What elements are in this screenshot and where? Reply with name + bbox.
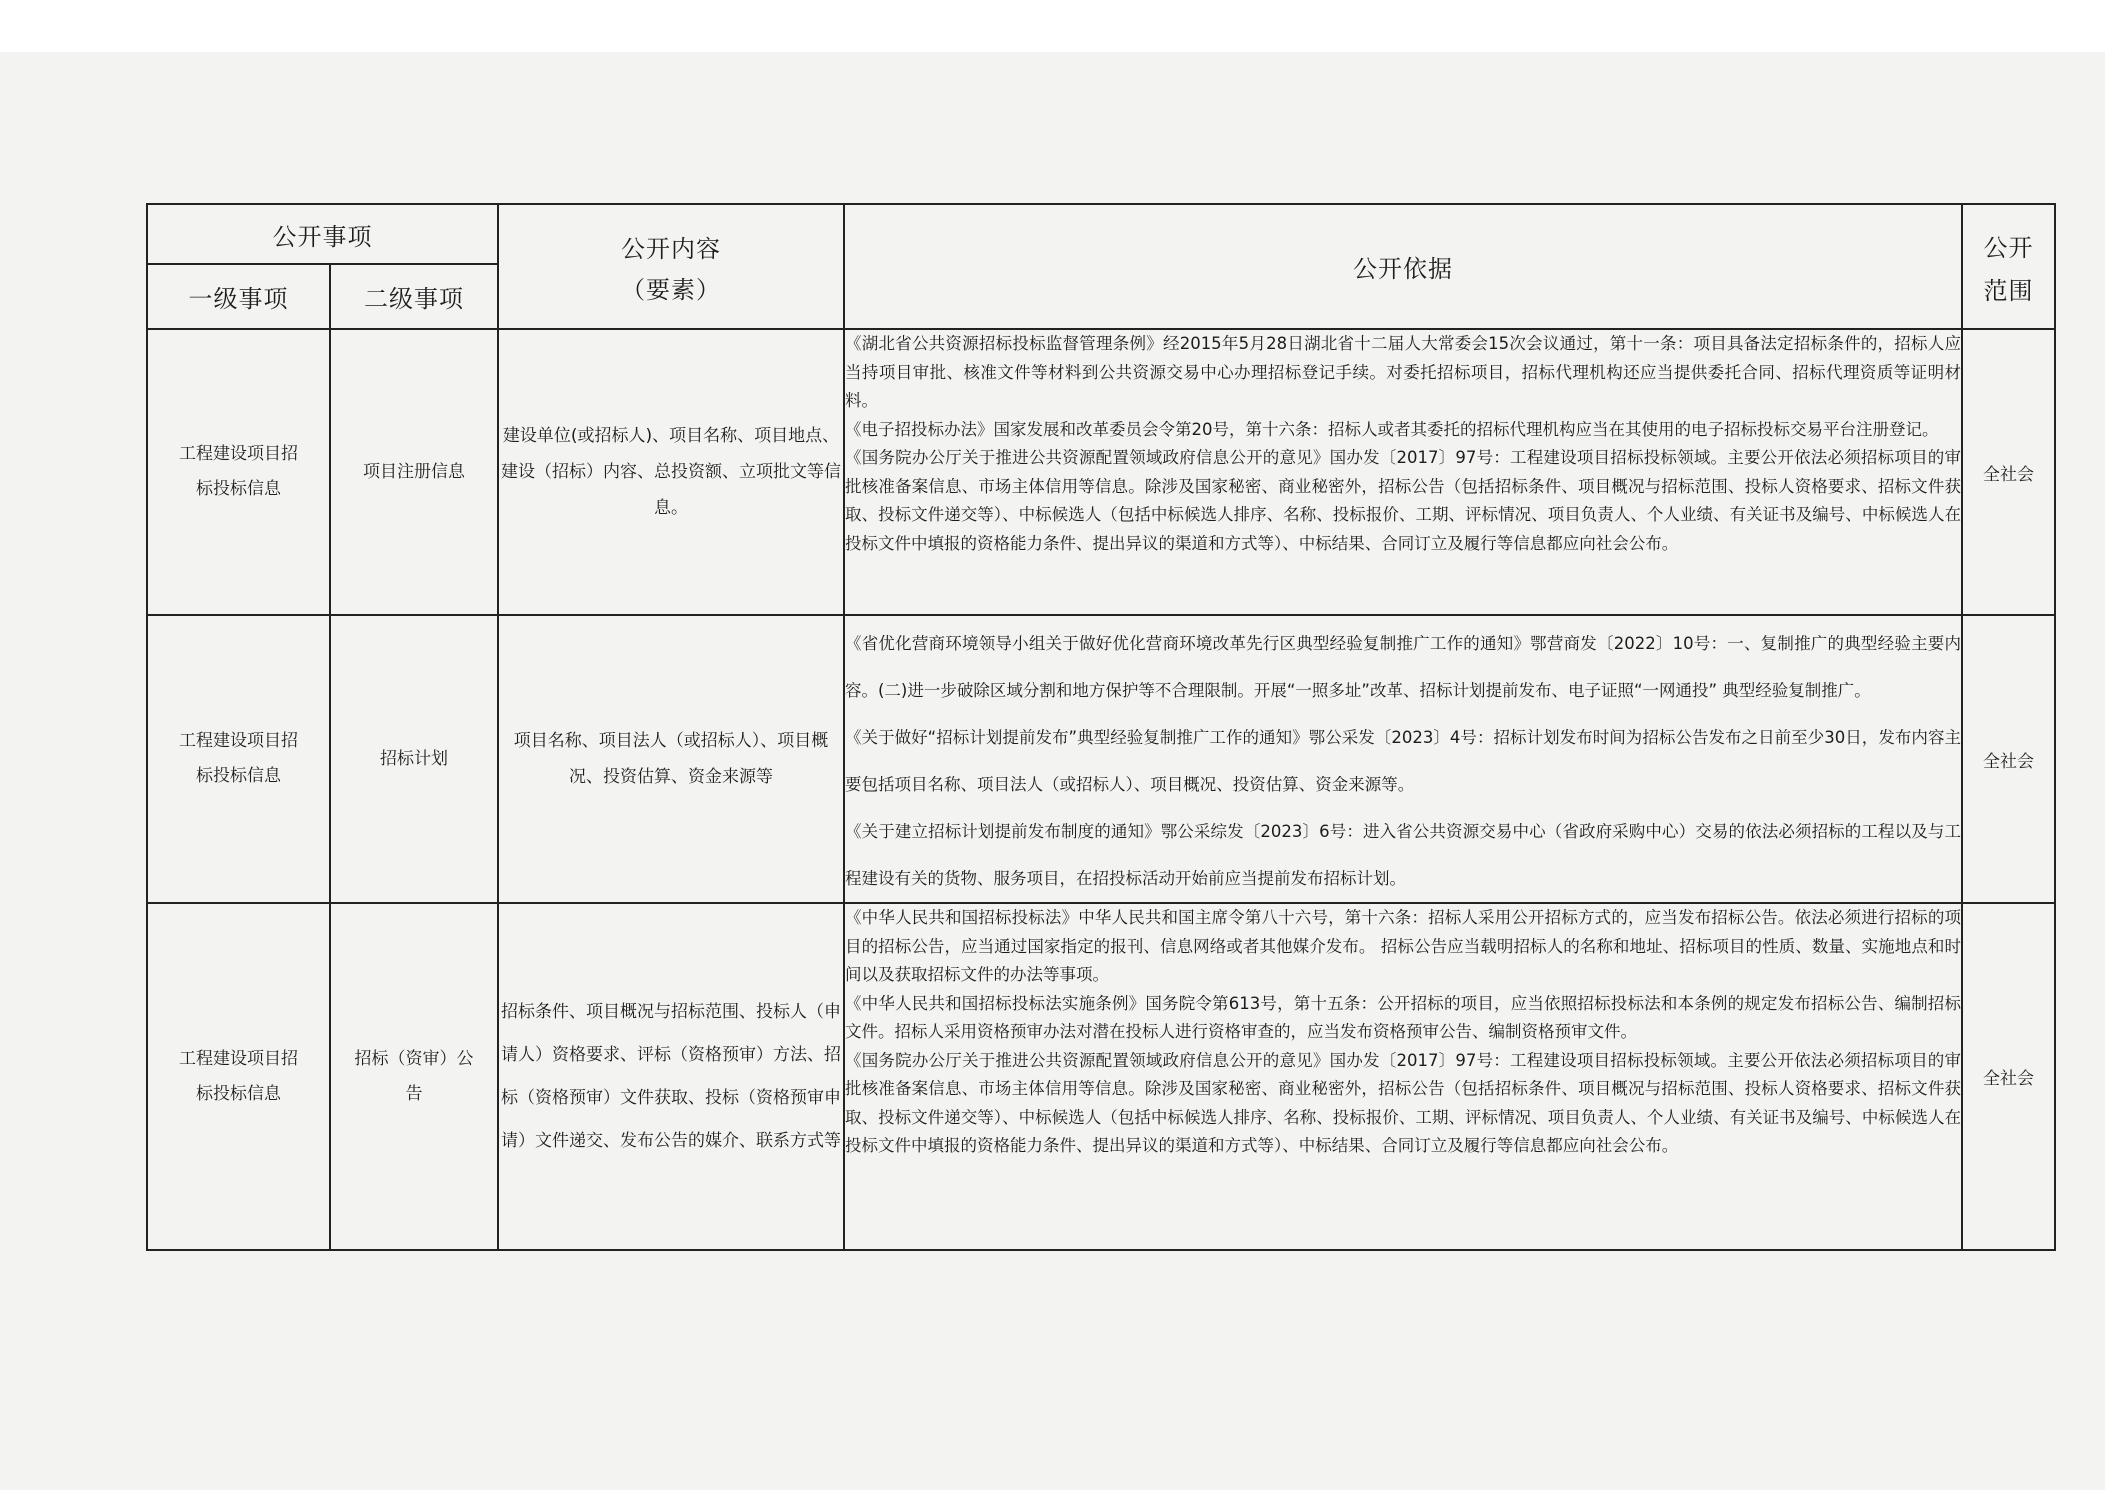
header-scope — [1962, 204, 2055, 329]
level1-cell — [147, 329, 330, 615]
level1-line: 标投标信息 — [196, 1083, 281, 1104]
level1-line: 工程建设项目招 — [179, 444, 298, 464]
scan-margin — [0, 0, 2105, 52]
level2-cell: 招标计划 — [330, 615, 498, 903]
basis-cell — [844, 329, 1962, 615]
basis-cell — [844, 903, 1962, 1250]
header-level2: 二级事项 — [330, 264, 498, 329]
level1-cell — [147, 615, 330, 903]
header-content-subtitle: （要素） — [621, 275, 721, 304]
level2-cell: 项目注册信息 — [330, 329, 498, 615]
basis-paragraph: 《国务院办公厅关于推进公共资源配置领域政府信息公开的意见》国办发〔2017〕97号：工程建设项目招标投标领域。主要公开依法必须招标项目的审批核准备案信息、市场主体信用等信息。除涉及国家秘密、商业秘密外，招标公告（包括招标条件、项目概况与招标范围、投标人资格要求、招标文件获取、投标文件递交等）、中标候选人（包括中标候选人排序、名称、投标报价、工期、评标情况、项目负责人、个人业绩、有关证书及编号、中标候选人在投标文件中填报的资格能力条件、提出异议的渠道和方式等）、中标结果、合同订立及履行等信息都应向社会公布。 — [845, 1050, 1961, 1155]
basis-paragraph: 《湖北省公共资源招标投标监督管理条例》经2015年5月28日湖北省十二届人大常委会15次会议通过，第十一条：项目具备法定招标条件的，招标人应当持项目审批、核准文件等材料到公共资源交易中心办理招标登记手续。对委托招标项目，招标代理机构还应当提供委托合同、招标代理资质等证明材料。 — [845, 334, 1961, 410]
basis-paragraph: 《省优化营商环境领导小组关于做好优化营商环境改革先行区典型经验复制推广工作的通知》鄂营商发〔2022〕10号：一、复制推广的典型经验主要内容。(二)进一步破除区域分割和地方保护等不合理限制。开展“一照多址”改革、招标计划提前发布、电子证照“一网通投” 典型经验复制推广。 — [845, 634, 1961, 700]
content-cell: 招标条件、项目概况与招标范围、投标人（申请人）资格要求、评标（资格预审）方法、招标（资格预审）文件获取、投标（资格预审申请）文件递交、发布公告的媒介、联系方式等 — [498, 903, 844, 1250]
basis-paragraph: 《中华人民共和国招标投标法实施条例》国务院令第613号，第十五条：公开招标的项目，应当依照招标投标法和本条例的规定发布招标公告、编制招标文件。招标人采用资格预审办法对潜在投标人进行资格审查的，应当发布资格预审公告、编制资格预审文件。 — [845, 993, 1961, 1041]
table-row — [147, 903, 2055, 1250]
basis-paragraph: 《电子招投标办法》国家发展和改革委员会令第20号，第十六条：招标人或者其委托的招标代理机构应当在其使用的电子招标投标交易平台注册登记。 — [845, 419, 1939, 439]
header-row-1 — [147, 204, 2055, 264]
level1-line: 工程建设项目招 — [179, 731, 298, 751]
table-row — [147, 615, 2055, 903]
level1-line: 标投标信息 — [196, 766, 281, 786]
header-level1: 一级事项 — [147, 264, 330, 329]
disclosure-table — [146, 203, 2056, 1251]
basis-paragraph: 《关于建立招标计划提前发布制度的通知》鄂公采综发〔2023〕6号：进入省公共资源交易中心（省政府采购中心）交易的依法必须招标的工程以及与工程建设有关的货物、服务项目，在招投标活动开始前应当提前发布招标计划。 — [845, 822, 1961, 888]
level1-cell — [147, 903, 330, 1250]
scope-cell: 全社会 — [1962, 329, 2055, 615]
header-content-title: 公开内容 — [621, 234, 721, 263]
basis-cell — [844, 615, 1962, 903]
header-scope-line1: 公开 — [1983, 233, 2034, 262]
level2-cell — [330, 903, 498, 1250]
level1-line: 标投标信息 — [196, 479, 281, 499]
scope-cell: 全社会 — [1962, 615, 2055, 903]
level1-line: 工程建设项目招 — [179, 1048, 298, 1069]
header-content — [498, 204, 844, 329]
table-row — [147, 329, 2055, 615]
content-cell: 项目名称、项目法人（或招标人）、项目概况、投资估算、资金来源等 — [498, 615, 844, 903]
header-disclosure-items: 公开事项 — [147, 204, 498, 264]
level2-line: 告 — [405, 1083, 423, 1104]
header-scope-line2: 范围 — [1983, 276, 2034, 305]
scope-cell: 全社会 — [1962, 903, 2055, 1250]
basis-paragraph: 《关于做好“招标计划提前发布”典型经验复制推广工作的通知》鄂公采发〔2023〕4号：招标计划发布时间为招标公告发布之日前至少30日，发布内容主要包括项目名称、项目法人（或招标人）、项目概况、投资估算、资金来源等。 — [845, 728, 1961, 794]
basis-paragraph: 《国务院办公厅关于推进公共资源配置领域政府信息公开的意见》国办发〔2017〕97号：工程建设项目招标投标领域。主要公开依法必须招标项目的审批核准备案信息、市场主体信用等信息。除涉及国家秘密、商业秘密外，招标公告（包括招标条件、项目概况与招标范围、投标人资格要求、招标文件获取、投标文件递交等）、中标候选人（包括中标候选人排序、名称、投标报价、工期、评标情况、项目负责人、个人业绩、有关证书及编号、中标候选人在投标文件中填报的资格能力条件、提出异议的渠道和方式等）、中标结果、合同订立及履行等信息都应向社会公布。 — [845, 448, 1961, 553]
level2-line: 招标（资审）公 — [354, 1048, 474, 1069]
header-basis: 公开依据 — [844, 204, 1962, 329]
content-cell: 建设单位(或招标人)、项目名称、项目地点、建设（招标）内容、总投资额、立项批文等信息。 — [498, 329, 844, 615]
basis-paragraph: 《中华人民共和国招标投标法》中华人民共和国主席令第八十六号，第十六条：招标人采用公开招标方式的，应当发布招标公告。依法必须进行招标的项目的招标公告，应当通过国家指定的报刊、信息网络或者其他媒介发布。 招标公告应当载明招标人的名称和地址、招标项目的性质、数量、实施地点和时间以及获取招标文件的办法等事项。 — [845, 908, 1961, 984]
